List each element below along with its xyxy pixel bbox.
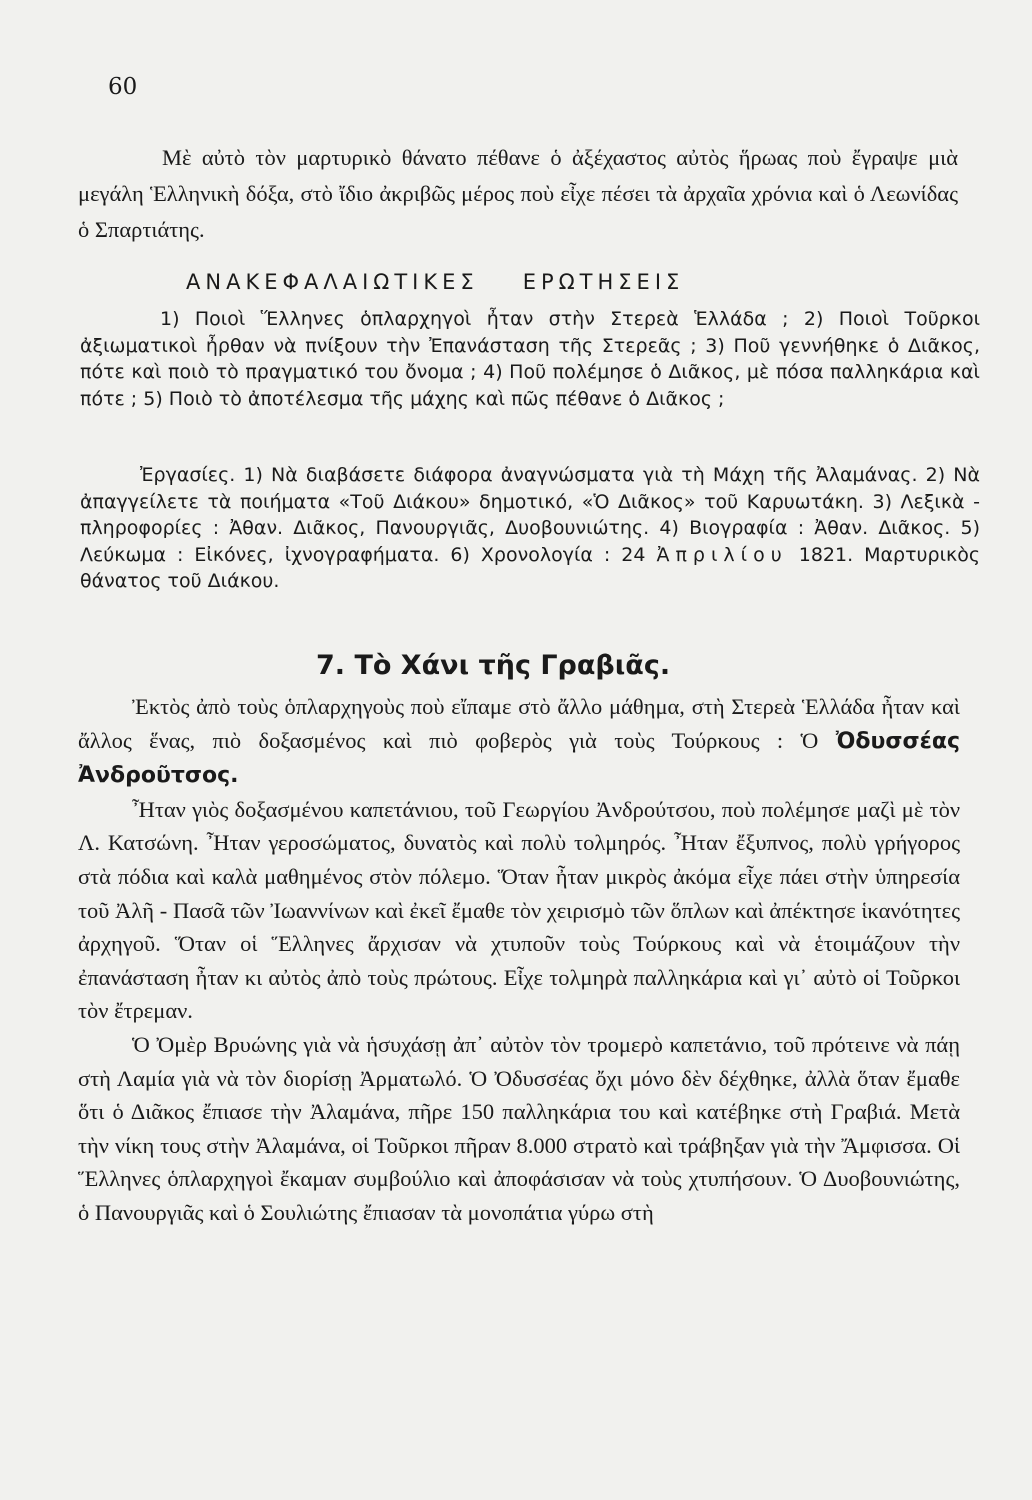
section-body xyxy=(78,690,960,1230)
assignments-paragraph xyxy=(80,462,980,595)
assignments-label: Ἐργασίες. xyxy=(140,464,236,486)
review-questions: 1) Ποιοὶ Ἕλληνες ὁπλαρχηγοὶ ἦταν στὴν Στερεὰ Ἑλλάδα ; 2) Ποιοὶ Τοῦρκοι ἀξιωματικοὶ ἦρθαν νὰ πνίξουν τὴν Ἐπανάσταση τῆς Στερεᾶς ; 3) Ποῦ γεννήθηκε ὁ Διᾶκος, πότε καὶ ποιὸ τὸ πραγματικό του ὄνομα ; 4) Ποῦ πολέμησε ὁ Διᾶκος, μὲ πόσα παλληκάρια καὶ πότε ; 5) Ποιὸ τὸ ἀποτέλεσμα τῆς μάχης καὶ πῶς πέθανε ὁ Διᾶκος ; xyxy=(80,308,980,410)
page-number: 60 xyxy=(108,74,138,100)
body-paragraph-3: Ὁ Ὀμὲρ Βρυώνης γιὰ νὰ ἡσυχάσῃ ἀπ᾿ αὐτὸν τὸν τρομερὸ καπετάνιο, τοῦ πρότεινε νὰ πάῃ στὴ Λαμία γιὰ νὰ τὸν διορίσῃ Ἀρματωλό. Ὁ Ὀδυσσέας ὄχι μόνο δὲν δέχθηκε, ἀλλὰ ὅταν ἔμαθε ὅτι ὁ Διᾶκος ἔπιασε τὴν Ἀλαμάνα, πῆρε 150 παλληκάρια του καὶ κατέβηκε στὴ Γραβιά. Μετὰ τὴν νίκη τους στὴν Ἀλαμάνα, οἱ Τοῦρκοι πῆραν 8.000 στρατὸ καὶ τράβηξαν γιὰ τὴν Ἄμφισσα. Οἱ Ἕλληνες ὁπλαρχηγοὶ ἔκαμαν συμβούλιο καὶ ἀποφάσισαν νὰ τοὺς χτυπήσουν. Ὁ Δυοβουνιώτης, ὁ Πανουργιᾶς καὶ ὁ Σουλιώτης ἔπιασαν τὰ μονοπάτια γύρω στὴ xyxy=(78,1031,960,1225)
body-p1-text: Ἐκτὸς ἀπὸ τοὺς ὁπλαρχηγοὺς ποὺ εἴπαμε στὸ ἄλλο μάθημα, στὴ Στερεὰ Ἑλλάδα ἦταν καὶ ἄλλος ἕνας, πιὸ δοξασμένος καὶ πιὸ φοβερὸς γιὰ τοὺς Τούρκους : Ὁ xyxy=(78,694,960,753)
assignments-text-after-date: 1821. Μαρτυρικὸς θάνατος τοῦ Διάκου. xyxy=(80,543,981,592)
odysseas-androutsos-name: Ὀδυσσέας Ἀνδροῦτσος. xyxy=(78,728,960,789)
review-heading-word2: ΕΡΩΤΗΣΕΙΣ xyxy=(522,270,685,294)
body-paragraph-1 xyxy=(78,690,960,793)
intro-paragraph: Μὲ αὐτὸ τὸν μαρτυρικὸ θάνατο πέθανε ὁ ἀξέχαστος αὐτὸς ἥρωας ποὺ ἔγραψε μιὰ μεγάλη Ἑλληνικὴ δόξα, στὸ ἴδιο ἀκριβῶς μέρος ποὺ εἶχε πέσει τὰ ἀρχαῖα χρόνια καὶ ὁ Λεωνίδας ὁ Σπαρτιάτης. xyxy=(78,145,958,242)
assignments-text-before-date: 1) Νὰ διαβάσετε διάφορα ἀναγνώσματα γιὰ τὴ Μάχη τῆς Ἀλαμάνας. 2) Νὰ ἀπαγγείλετε τὰ ποιήματα «Τοῦ Διάκου» δημοτικό, «Ὁ Διᾶκος» τοῦ Καρυωτάκη. 3) Λεξικὰ - πληροφορίες : Ἀθαν. Διᾶκος, Πανουργιᾶς, Δυοβουνιώτης. 4) Βιογραφία : Ἀθαν. Διᾶκος. 5) Λεύκωμα : Εἰκόνες, ἰχνογραφήματα. 6) Χρονολογία : 24 xyxy=(80,464,980,566)
review-questions-heading xyxy=(186,270,684,294)
body-paragraph-2: Ἦταν γιὸς δοξασμένου καπετάνιου, τοῦ Γεωργίου Ἀνδρούτσου, ποὺ πολέμησε μαζὶ μὲ τὸν Λ. Κατσώνη. Ἦταν γεροσώματος, δυνατὸς καὶ πολὺ τολμηρός. Ἦταν ἔξυπνος, πολὺ γρήγορος στὰ πόδια καὶ καλὰ μαθημένος στὸν πόλεμο. Ὅταν ἦταν μικρὸς ἀκόμα εἶχε πάει στὴν ὑπηρεσία τοῦ Ἀλῆ - Πασᾶ τῶν Ἰωαννίνων καὶ ἐκεῖ ἔμαθε τὸν χειρισμὸ τῶν ὅπλων καὶ ἀπέκτησε ἱκανότητες ἀρχηγοῦ. Ὅταν οἱ Ἕλληνες ἄρχισαν νὰ χτυποῦν τοὺς Τούρκους καὶ νὰ ἑτοιμάζουν τὴν ἐπανάσταση ἦταν κι αὐτὸς ἀπὸ τοὺς πρώτους. Εἶχε τολμηρὰ παλληκάρια καὶ γι᾿ αὐτὸ οἱ Τοῦρκοι τὸν ἔτρεμαν. xyxy=(78,796,960,1024)
section-title: 7. Τὸ Χάνι τῆς Γραβιᾶς. xyxy=(316,650,671,681)
assignments-date-spaced: Ἀπριλίου xyxy=(656,543,788,566)
review-heading-word1: ΑΝΑΚΕΦΑΛΑΙΩΤΙΚΕΣ xyxy=(186,270,479,294)
